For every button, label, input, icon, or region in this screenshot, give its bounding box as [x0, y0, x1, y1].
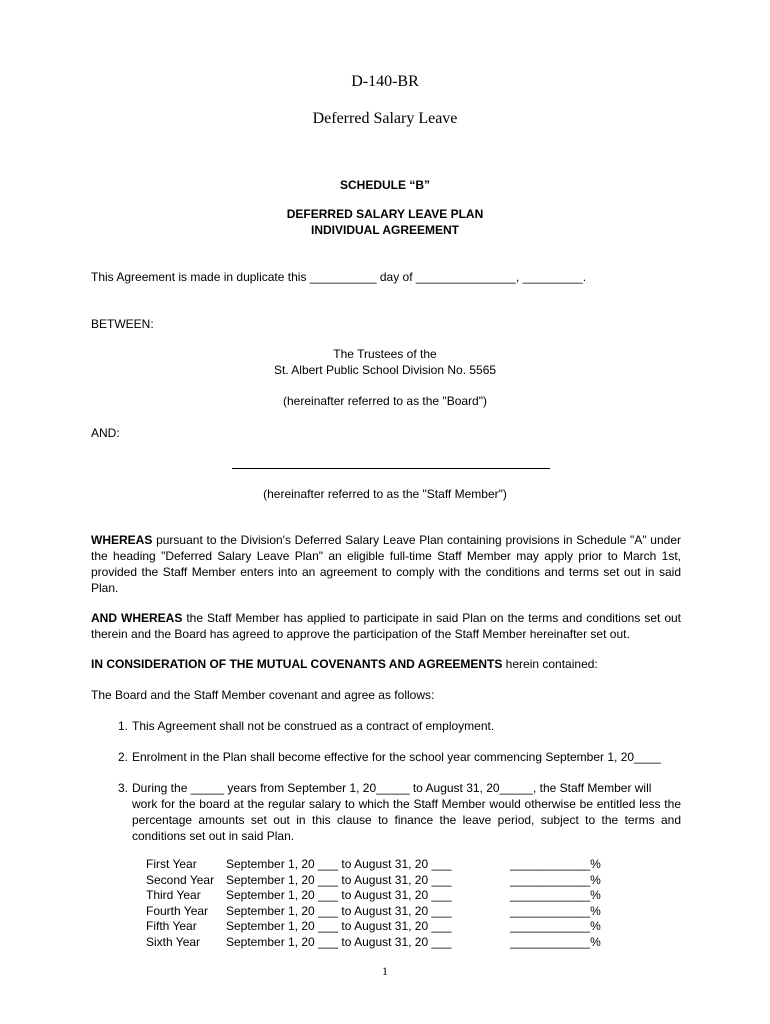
party2-reference: (hereinafter referred to as the "Staff Member"): [263, 487, 507, 501]
staff-member-signature-line: [232, 468, 550, 469]
consideration-text: herein contained:: [502, 657, 598, 671]
whereas-lead: WHEREAS: [91, 533, 153, 547]
and-whereas-text: the Staff Member has applied to participate in said Plan on the terms and conditions set out therein and the Board has agreed to approve the participation of the Staff Member hereinafter set out.: [91, 611, 682, 641]
date-range: September 1, 20 ___ to August 31, 20 ___: [226, 934, 452, 949]
date-range: September 1, 20 ___ to August 31, 20 ___: [226, 872, 452, 887]
percentage-blank: ____________%: [510, 934, 601, 949]
year-label: Second Year: [146, 872, 215, 887]
year-label: First Year: [146, 857, 197, 871]
consideration-lead: IN CONSIDERATION OF THE MUTUAL COVENANTS AND AGREEMENTS: [91, 657, 503, 671]
plan-title: DEFERRED SALARY LEAVE PLAN: [286, 207, 484, 221]
date-range: September 1, 20 ___ to August 31, 20 ___: [226, 919, 452, 934]
percentage-blank: ____________%: [510, 919, 601, 934]
item-text: Enrolment in the Plan shall become effective for the school year commencing September 1, 20____: [132, 750, 661, 764]
year-label: Sixth Year: [146, 934, 201, 949]
year-label: Fifth Year: [146, 919, 197, 934]
whereas-paragraph-2: [91, 610, 681, 642]
list-item: [118, 780, 681, 796]
year-label: Third Year: [146, 888, 201, 903]
party1-reference: (hereinafter referred to as the "Board"): [283, 394, 487, 408]
item-number: 3.: [118, 781, 129, 795]
percentage-blank: ____________%: [510, 872, 601, 887]
party1-line1: The Trustees of the: [333, 347, 437, 361]
whereas-text: pursuant to the Division's Deferred Salary Leave Plan containing provisions in Schedule "A" under the heading "Deferred Salary Leave Plan" an eligible full-time Staff Member may apply prior to March 1st, provided the Staff Member enters into an agreement to comply with the conditions and terms set out in said Plan.: [91, 533, 681, 595]
page-number: 1: [382, 964, 388, 978]
intro-line: This Agreement is made in duplicate this __________ day of _______________, _________.: [91, 270, 587, 284]
schedule-title: SCHEDULE “B”: [339, 178, 430, 192]
document-name: Deferred Salary Leave: [312, 110, 458, 127]
between-label: BETWEEN:: [91, 317, 154, 331]
date-range: September 1, 20 ___ to August 31, 20 ___: [226, 888, 452, 903]
percentage-blank: ____________%: [510, 857, 601, 871]
date-range: September 1, 20 ___ to August 31, 20 ___: [226, 903, 452, 918]
item-text-first-line: During the _____ years from September 1, 20_____ to August 31, 20_____, the Staff Member will: [132, 781, 652, 795]
year-label: Fourth Year: [146, 903, 209, 918]
item-number: 2.: [118, 750, 129, 764]
whereas-paragraph-1: [91, 532, 681, 596]
item-text-continuation: work for the board at the regular salary to which the Staff Member would otherwise be entitled less the percentage amounts set out in this clause to finance the leave period, subject to the terms and conditions set out in said Plan.: [132, 797, 681, 843]
party1-line2: St. Albert Public School Division No. 5565: [273, 363, 497, 377]
covenant-line: The Board and the Staff Member covenant and agree as follows:: [91, 688, 435, 702]
list-item: [118, 718, 681, 734]
and-whereas-lead: AND WHEREAS: [91, 611, 183, 625]
and-label: AND:: [91, 426, 120, 440]
percentage-blank: ____________%: [510, 903, 601, 918]
item-number: 1.: [118, 719, 129, 733]
list-item: [118, 749, 681, 765]
percentage-blank: ____________%: [510, 888, 601, 903]
agreement-title: INDIVIDUAL AGREEMENT: [310, 223, 459, 237]
date-range: September 1, 20 ___ to August 31, 20 ___: [226, 857, 452, 871]
document-code: D-140-BR: [351, 73, 419, 90]
item-text: This Agreement shall not be construed as a contract of employment.: [132, 719, 495, 733]
consideration-line: [91, 656, 681, 672]
